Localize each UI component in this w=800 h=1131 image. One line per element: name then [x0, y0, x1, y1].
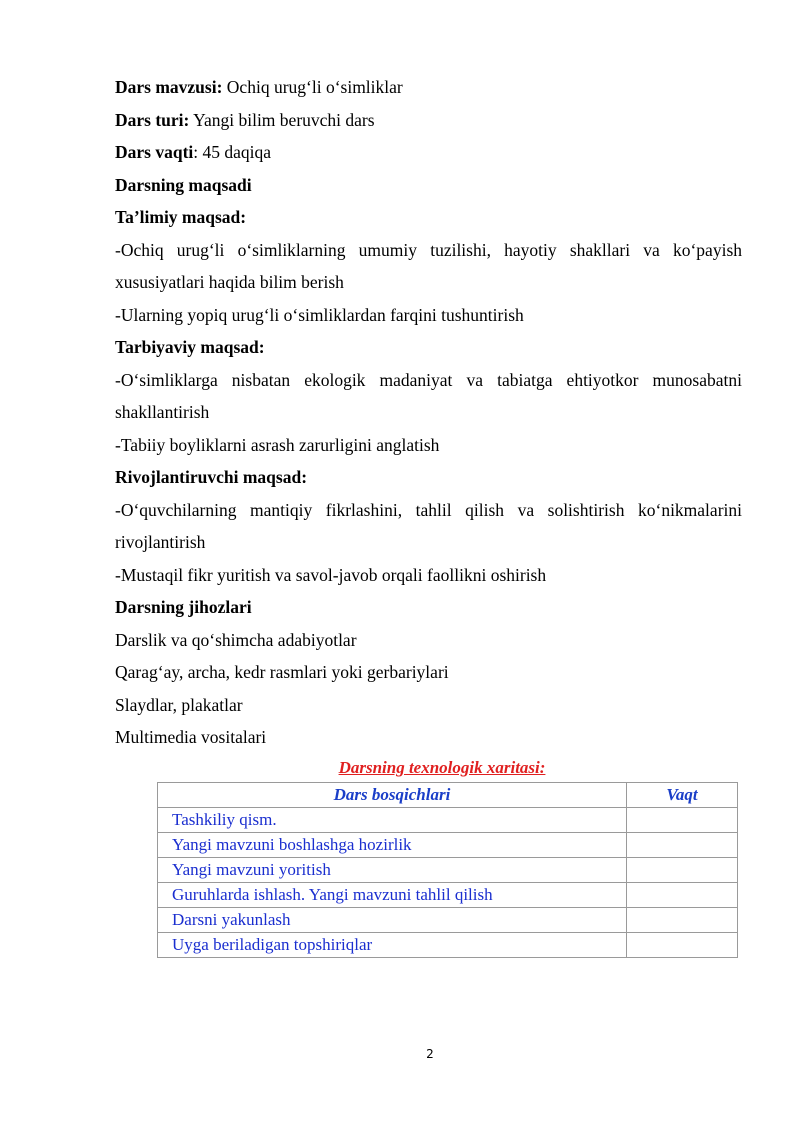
- educational-goal-heading: Ta’limiy maqsad:: [115, 207, 247, 227]
- developmental-goal-heading: Rivojlantiruvchi maqsad:: [115, 467, 308, 487]
- educational-goal-line-2: -Ularning yopiq urug‘li o‘simliklardan farqini tushuntirish: [115, 304, 524, 325]
- time-cell: [627, 833, 738, 858]
- stage-cell: Tashkiliy qism.: [158, 808, 627, 833]
- lesson-time: [115, 136, 742, 169]
- stage-cell: Guruhlarda ishlash. Yangi mavzuni tahlil qilish: [158, 883, 627, 908]
- educational-goal-line-cont: xususiyatlari haqida bilim berish: [115, 272, 344, 292]
- lesson-topic-label: Dars mavzusi:: [115, 77, 223, 97]
- time-cell: [627, 858, 738, 883]
- time-cell: [627, 933, 738, 958]
- table-row: [158, 858, 738, 883]
- lesson-type: [115, 104, 742, 137]
- upbringing-goal-line-2: -Tabiiy boyliklarni asrash zarurligini anglatish: [115, 434, 440, 455]
- page-number: 2: [426, 1047, 434, 1061]
- table-row: [158, 833, 738, 858]
- lesson-topic: [115, 71, 742, 104]
- equipment-heading: Darsning jihozlari: [115, 597, 252, 617]
- upbringing-goal-heading: Tarbiyaviy maqsad:: [115, 337, 265, 357]
- tech-map-table: [157, 782, 738, 958]
- time-cell: [627, 908, 738, 933]
- table-row: [158, 908, 738, 933]
- table-row: [158, 808, 738, 833]
- lesson-plan-body: [115, 71, 742, 754]
- time-cell: [627, 808, 738, 833]
- developmental-goal-line-cont: rivojlantirish: [115, 532, 206, 552]
- equipment-item: Multimedia vositalari: [115, 727, 267, 747]
- upbringing-goal-line: -O‘simliklarga nisbatan ekologik madaniyat va tabiatga ehtiyotkor munosabatni: [115, 369, 742, 390]
- stage-cell: Darsni yakunlash: [158, 908, 627, 933]
- goals-heading: Darsning maqsadi: [115, 174, 252, 195]
- developmental-goal-line: -O‘quvchilarning mantiqiy fikrlashini, tahlil qilish va solishtirish ko‘nikmalarini: [115, 499, 742, 520]
- lesson-type-value: Yangi bilim beruvchi dars: [189, 109, 375, 130]
- equipment-item: Qarag‘ay, archa, kedr rasmlari yoki gerbariylari: [115, 662, 449, 682]
- stage-cell: Yangi mavzuni boshlashga hozirlik: [158, 833, 627, 858]
- educational-goal-line: -Ochiq urug‘li o‘simliklarning umumiy tuzilishi, hayotiy shakllari va ko‘payish: [115, 239, 742, 260]
- tech-map-title: Darsning texnologik xaritasi:: [338, 758, 546, 777]
- stage-cell: Yangi mavzuni yoritish: [158, 858, 627, 883]
- time-column-header: Vaqt: [627, 783, 738, 808]
- lesson-time-label: Dars vaqti: [115, 142, 194, 162]
- table-header-row: [158, 783, 738, 808]
- time-cell: [627, 883, 738, 908]
- lesson-type-label: Dars turi:: [115, 109, 190, 130]
- table-row: [158, 933, 738, 958]
- equipment-item: Darslik va qo‘shimcha adabiyotlar: [115, 629, 357, 650]
- developmental-goal-line-2: -Mustaqil fikr yuritish va savol-javob orqali faollikni oshirish: [115, 564, 547, 585]
- equipment-item: Slaydlar, plakatlar: [115, 694, 243, 715]
- stage-cell: Uyga beriladigan topshiriqlar: [158, 933, 627, 958]
- lesson-time-value: : 45 daqiqa: [193, 142, 272, 162]
- lesson-topic-value: Ochiq urug‘li o‘simliklar: [222, 77, 403, 97]
- upbringing-goal-line-cont: shakllantirish: [115, 402, 210, 422]
- stage-column-header: Dars bosqichlari: [158, 783, 627, 808]
- table-row: [158, 883, 738, 908]
